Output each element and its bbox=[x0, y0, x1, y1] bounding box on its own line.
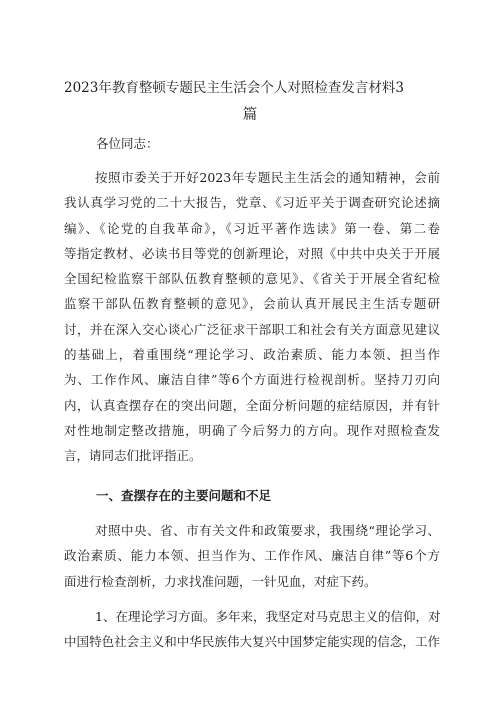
paragraph-line: 中国特色社会主义和中华民族伟大复兴中国梦定能实现的信念，工作 bbox=[64, 634, 440, 650]
paragraph-line: 的基础上，着重围绕“理论学习、政治素质、能力本领、担当作 bbox=[64, 347, 440, 363]
paragraph-intro bbox=[64, 165, 440, 469]
paragraph-line: 等指定教材、必读书目等党的创新理论，对照《中共中央关于开展 bbox=[64, 245, 440, 261]
paragraph-line: 内，认真查摆存在的突出问题，全面分析问题的症结原因，并有针 bbox=[64, 397, 440, 413]
paragraph-line: 言，请同志们批评指正。 bbox=[64, 448, 202, 464]
paragraph-line: 为、工作作风、廉洁自律”等6个方面进行检视剖析。坚持刀刃向 bbox=[64, 372, 440, 388]
document-title: 2023年教育整顿专题民主生活会个人对照检查发言材料3 bbox=[64, 80, 404, 96]
paragraph-line: 讨，并在深入交心谈心广泛征求干部职工和社会有关方面意见建议 bbox=[64, 321, 440, 337]
paragraph-line: 1、在理论学习方面。多年来，我坚定对马克思主义的信仰，对 bbox=[95, 609, 440, 624]
paragraph-line: 按照市委关于开好2023年专题民主生活会的通知精神，会前 bbox=[95, 170, 440, 185]
paragraph-line: 监察干部队伍教育整顿的意见》，会前认真开展民主生活专题研 bbox=[64, 296, 440, 312]
paragraph-line: 面进行检查剖析，力求找准问题，一针见血，对症下药。 bbox=[64, 573, 377, 589]
paragraph-section-intro bbox=[64, 518, 440, 594]
paragraph-line: 编》、《论党的自我革命》，《习近平著作选读》第一卷、第二卷 bbox=[64, 220, 440, 236]
paragraph-line: 政治素质、能力本领、担当作为、工作作风、廉洁自律”等6个方 bbox=[64, 548, 440, 564]
paragraph-line: 我认真学习党的二十大报告，党章、《习近平关于调查研究论述摘 bbox=[64, 195, 440, 211]
section-heading: 一、查摆存在的主要问题和不足 bbox=[96, 488, 272, 503]
document-title-continuation: 篇 bbox=[242, 107, 258, 123]
paragraph-line: 对照中央、省、市有关文件和政策要求，我围绕“理论学习、 bbox=[95, 523, 440, 538]
paragraph-line: 对性地制定整改措施，明确了今后努力的方向。现作对照检查发 bbox=[64, 422, 440, 438]
paragraph-theory-study bbox=[64, 604, 440, 655]
paragraph-line: 全国纪检监察干部队伍教育整顿的意见》、《省关于开展全省纪检 bbox=[64, 271, 440, 287]
salutation: 各位同志： bbox=[96, 136, 159, 151]
